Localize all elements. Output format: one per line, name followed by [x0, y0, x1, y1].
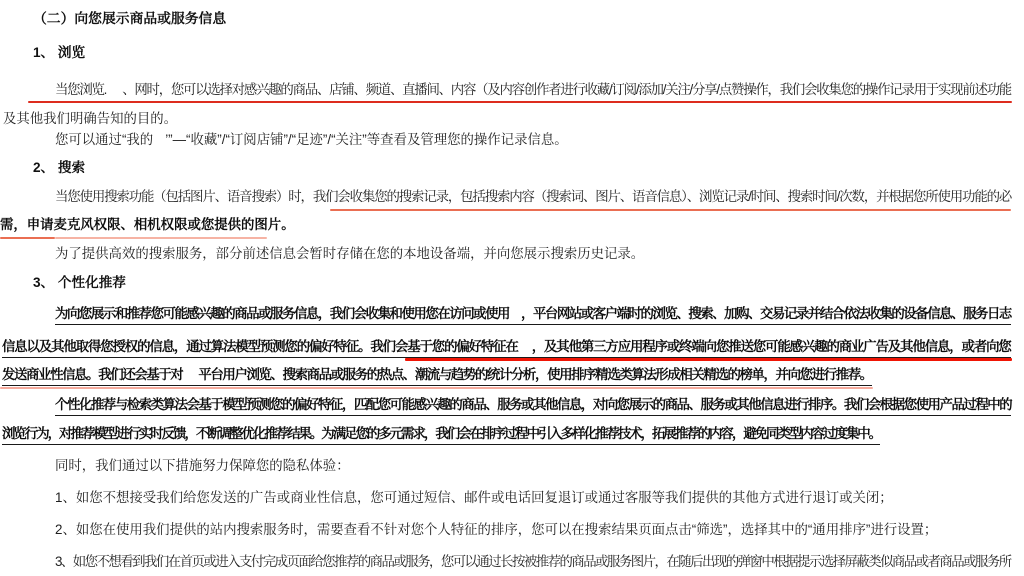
text-segment: 为向您展示和推荐您可能感兴趣的商品或服务信息，我们会收集和使用您在访问或使用: [55, 306, 510, 321]
red-underline-browse: [28, 101, 1012, 103]
text-segment: 个性化推荐与检索类算法会基于模型预测您的偏好特征，匹配您可能感兴趣的商品、服务或其他信息，对向您展示的商品、服务或其他信息进行排序。我们会根据您使用产品过程中的: [55, 397, 1012, 412]
paragraph-search-local-storage: [55, 245, 644, 262]
paragraph-browse-line-1: [55, 81, 1011, 98]
text-segment: 当您浏览.: [55, 82, 107, 97]
paragraph-personalization-line-3: [2, 366, 872, 386]
text-segment: ，及其他第三方应用程序或终端向您推送您可能感兴趣的商业广告及其他信息，或者向您: [531, 339, 1011, 354]
red-underline-personalization-2: [0, 387, 873, 389]
text-segment: 1、 浏览: [33, 45, 86, 60]
redacted-gap: [106, 93, 122, 94]
paragraph-algorithm-line-1: [55, 396, 1011, 416]
text-segment: 2、 搜索: [33, 160, 86, 175]
text-segment: 、网时，您可以选择对感兴趣的商品、店铺、频道、直播间、内容（及内容创作者进行收藏/订阅/添加/关注/分享/点赞操作，我们会收集您的操作记录用于实现前述功能: [122, 82, 1011, 97]
red-underline-search-2b: [55, 237, 267, 239]
paragraph-search-line-1: [55, 188, 1011, 205]
text-segment: 及其他我们明确告知的目的。: [3, 111, 178, 126]
subsection-heading-search: [33, 159, 85, 176]
paragraph-personalization-line-1: [55, 305, 1011, 325]
paragraph-search-line-2: [0, 216, 295, 233]
text-segment: 平台用户浏览、搜索商品或服务的热点、潮流与趋势的统计分析，使用排序精选类算法形成相关精选的榜单，并向您进行推荐。: [198, 367, 872, 382]
section-heading: [33, 10, 226, 27]
paragraph-algorithm-line-2: [2, 425, 880, 445]
text-segment: 您可以通过“我的: [55, 132, 154, 147]
redacted-gap: [509, 317, 521, 318]
text-segment: 信息以及其他取得您授权的信息，通过算法模型预测您的偏好特征。我们会基于您的偏好特征在: [2, 339, 518, 354]
text-segment: 为了提供高效的搜索服务，部分前述信息会暂时存储在您的本地设备端，并向您展示搜索历史记录。: [55, 246, 645, 261]
redacted-gap: [518, 350, 532, 351]
text-segment: ’”—“收藏”/“订阅店铺”/“足迹”/“关注”等查看及管理您的操作记录信息。: [165, 132, 568, 147]
redacted-gap: [182, 378, 198, 379]
red-underline-search-1: [330, 209, 1011, 211]
text-segment: 发送商业性信息。我们还会基于对: [2, 367, 183, 382]
paragraph-privacy-measures-intro: [55, 457, 350, 474]
red-underline-personalization-1: [405, 358, 1012, 361]
text-segment: 1、如您不想接受我们给您发送的广告或商业性信息，您可通过短信、邮件或电话回复退订或通过客服等我们提供的其他方式进行退订或关闭；: [55, 490, 893, 505]
paragraph-personalization-line-2: [2, 338, 1011, 358]
text-segment: 需，申请麦克风权限、相机权限或您提供的图片。: [0, 217, 295, 232]
red-underline-search-2a: [0, 237, 55, 239]
text-segment: 浏览行为，对推荐模型进行实时反馈，不断调整优化推荐结果。为满足您的多元需求，我们会在排序过程中引入多样化推荐技术，拓展推荐的内容，避免同类型内容过度集中。: [2, 426, 881, 441]
text-segment: 同时，我们通过以下措施努力保障您的隐私体验：: [55, 458, 350, 473]
text-segment: 2、如您在使用我们提供的站内搜索服务时，需要查看不针对您个人特征的排序，您可以在搜索结果页面点击“筛选”，选择其中的“通用排序”进行设置；: [55, 522, 938, 537]
list-item-2: [55, 521, 937, 538]
subsection-heading-personalization: [33, 274, 126, 291]
text-segment: （二）向您展示商品或服务信息: [33, 11, 227, 26]
paragraph-browse-line-2: [3, 110, 177, 127]
list-item-1: [55, 489, 893, 506]
text-segment: ，平台网站或客户端时的浏览、搜索、加购、交易记录并结合依法收集的设备信息、服务日志: [521, 306, 1011, 321]
redacted-gap: [153, 143, 165, 144]
paragraph-manage-records: [55, 131, 568, 148]
text-segment: 3、如您不想看到我们在首页或进入支付完成页面给您推荐的商品或服务，您可以通过长按被推荐的商品或服务图片，在随后出现的弹窗中根据提示选择屏蔽类似商品或者商品或服务所: [55, 554, 1011, 569]
text-segment: 3、 个性化推荐: [33, 275, 126, 290]
text-segment: 当您使用搜索功能（包括图片、语音搜索）时，我们会收集您的搜索记录，包括搜索内容（搜索词、图片、语音信息）、浏览记录/时间、搜索时间/次数，并根据您所使用功能的必: [55, 189, 1012, 204]
subsection-heading-browse: [33, 44, 85, 61]
list-item-3: [55, 553, 1011, 570]
